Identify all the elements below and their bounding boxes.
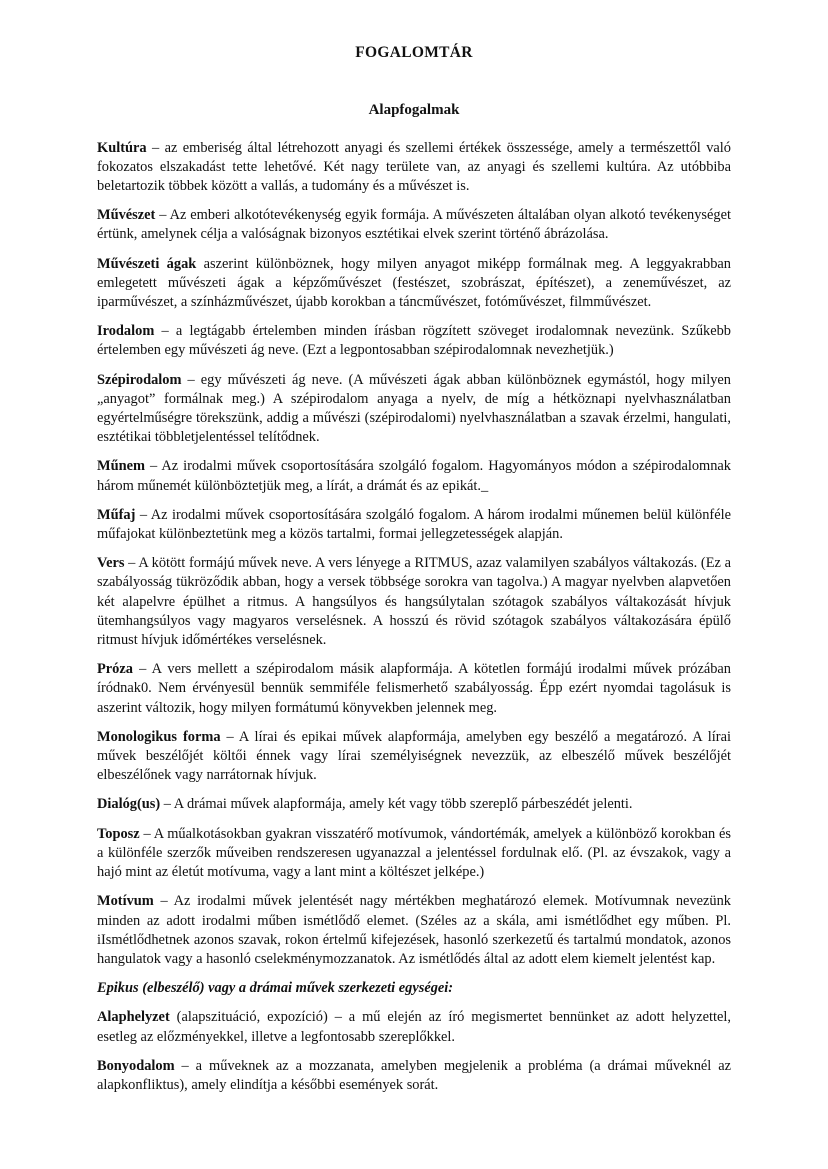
glossary-term: Műfaj — [97, 506, 136, 523]
glossary-entry — [97, 795, 731, 814]
glossary-entry — [97, 660, 731, 718]
glossary-entry — [97, 371, 731, 448]
glossary-entry — [97, 825, 731, 883]
glossary-definition: – a műveknek az a mozzanata, amelyben megjelenik a probléma (a drámai műveknél az alapkonfliktus), amely elindítja a későbbi események sorát. — [97, 1057, 731, 1093]
glossary-entry — [97, 206, 731, 244]
glossary-term: Motívum — [97, 893, 154, 910]
glossary-entry — [97, 892, 731, 969]
section-title: Alapfogalmak — [368, 101, 460, 118]
glossary-definition: – a legtágabb értelemben minden írásban rögzített szöveget irodalomnak nevezünk. Szűkebb értelemben egy művészeti ág neve. (Ezt a legpontosabban szépirodalomnak nevezhetjük.) — [97, 323, 731, 359]
glossary-definition: – Az irodalmi művek csoportosítására szolgáló fogalom. A három irodalmi műnemen belül különféle műfajokat különbeztetünk meg a közös tartalmi, formai jellegzetességek alapján. — [97, 506, 731, 543]
glossary-definition: – az emberiség által létrehozott anyagi és szellemi értékek összessége, amely a természettől való fokozatos elszakadást tette lehetővé. Két nagy területe van, az anyagi és szellemi kultúra. Az utóbbiba beletartozik többek között a vallás, a tudomány és a művészet is. — [97, 139, 731, 194]
glossary-term: Művészeti ágak — [97, 255, 197, 272]
glossary-term: Toposz — [97, 825, 140, 842]
glossary-definition: – A vers mellett a szépirodalom másik alapformája. A kötetlen formájú irodalmi művek prózában íródnak0. Nem érvényesül bennük semmiféle felismerhető szabályosság. Épp ezért nyomdai tagolásuk is aszerint változik, hogy milyen formátumú könyvekben jelennek meg. — [97, 661, 731, 716]
glossary-definition: – egy művészeti ág neve. (A művészeti ágak abban különböznek egymástól, hogy milyen „anyagot” formálnak meg.) A szépirodalom anyaga a nyelv, de míg a hétköznapi nyelvhasználatban egyértelműségre törekszünk, addig a művészi (szépirodalomi) nyelvhasználatban a szavak érzelmi, hangulati, esztétikai többletjelentéssel telítődnek. — [97, 371, 731, 446]
glossary-term: Alaphelyzet — [97, 1009, 170, 1026]
glossary-entry — [97, 506, 731, 544]
glossary-term: Irodalom — [97, 323, 155, 340]
glossary-definition: – Az emberi alkotótevékenység egyik formája. A művészeten általában olyan alkotó tevékenységet értünk, amelynek célja a valóságnak bizonyos esztétikai elvek szerint történő ábrázolása. — [97, 207, 731, 243]
glossary-term: Kultúra — [97, 139, 147, 156]
glossary-term: Műnem — [97, 458, 145, 475]
glossary-entry — [97, 457, 731, 495]
glossary-definition: – Az irodalmi művek csoportosítására szolgáló fogalom. Hagyományos módon a szépirodalomnak három műnemét különböztetjük meg, a lírát, a drámát és az epikát._ — [97, 458, 731, 494]
glossary-term: Monologikus forma — [97, 728, 221, 745]
glossary-term: Próza — [97, 661, 133, 678]
glossary-definition: aszerint különböznek, hogy milyen anyagot miképp formálnak meg. A leggyakrabban emlegetett művészeti ágak a képzőművészet (festészet, szobrászat, építészet), a zeneművészet, az iparművészet, a színházművészet, újabb korokban a táncművészet, fotóművészet, filmművészet. — [97, 255, 731, 311]
glossary-entry — [97, 322, 731, 360]
glossary-term: Művészet — [97, 207, 156, 224]
group-heading: Epikus (elbeszélő) vagy a drámai művek szerkezeti egységei: — [97, 980, 454, 997]
glossary-definition: – A kötött formájú művek neve. A vers lényege a RITMUS, azaz valamilyen szabályos váltakozás. (Ez a szabályosság tükröződik abban, hogy a versek többsége sorokra van tagolva.) A magyar nyelvben alapvetően két alapelvre épülhet a ritmus. A hangsúlyos és hangsúlytalan szótagok szabályos váltakozását hívjuk ütemhangsúlyos vagy magyaros verselésnek. A hosszú és rövid szótagok szabályos váltakozására épülő ritmust hívjuk időmértékes verselésnek. — [97, 555, 731, 649]
glossary-term: Szépirodalom — [97, 371, 182, 388]
document-content — [97, 44, 731, 1105]
page-title: FOGALOMTÁR — [355, 44, 473, 61]
glossary-entry — [97, 139, 731, 197]
glossary-definition: – A lírai és epikai művek alapformája, amelyben egy beszélő a megatározó. A lírai művek beszélőjét költői énnek vagy lírai személyiségnek nevezzük, az elbeszélő művek beszélőjét elbeszélőnek vagy narrátornak hívjuk. — [97, 728, 731, 784]
glossary-entry — [97, 728, 731, 786]
glossary-term: Dialóg(us) — [97, 796, 161, 813]
glossary-term: Vers — [97, 555, 125, 572]
glossary-definition: (alapszituáció, expozíció) – a mű elején az író megismertet bennünket az adott helyzettel, esetleg az előzményekkel, illetve a legfontosabb szereplőkkel. — [97, 1009, 731, 1045]
glossary-entry — [97, 1008, 731, 1046]
glossary-definition: – A drámai művek alapformája, amely két vagy több szereplő párbeszédét jelenti. — [160, 796, 633, 813]
glossary-entry — [97, 255, 731, 313]
glossary-term: Bonyodalom — [97, 1057, 175, 1074]
glossary-definition: – A műalkotásokban gyakran visszatérő motívumok, vándortémák, amelyek a különböző korokban és a különféle szerzők műveiben rendszeresen ugyanazzal a jelentéssel fordulnak elő. (Pl. az évszakok, vagy a hajó mint az életút motívuma, vagy a lant mint a költészet jelképe.) — [97, 825, 731, 881]
glossary-entry — [97, 1057, 731, 1095]
glossary-entry — [97, 554, 731, 650]
glossary-definition: – Az irodalmi művek jelentését nagy mértékben meghatározó elemek. Motívumnak nevezünk minden az adott irodalmi műben ismétlődő elemet. (Széles az a skála, ami ismétlődhet egy műben. Pl. iIsmétlődhetnek azonos szavak, rokon értelmű kifejezések, hasonló szerkezetű és tartalmú mondatok, azonos hangulatok vagy a hasonló cselekménymozzanatok. Az ismétlődés által az adott elem kiemelt jelentést kap. — [97, 893, 731, 967]
